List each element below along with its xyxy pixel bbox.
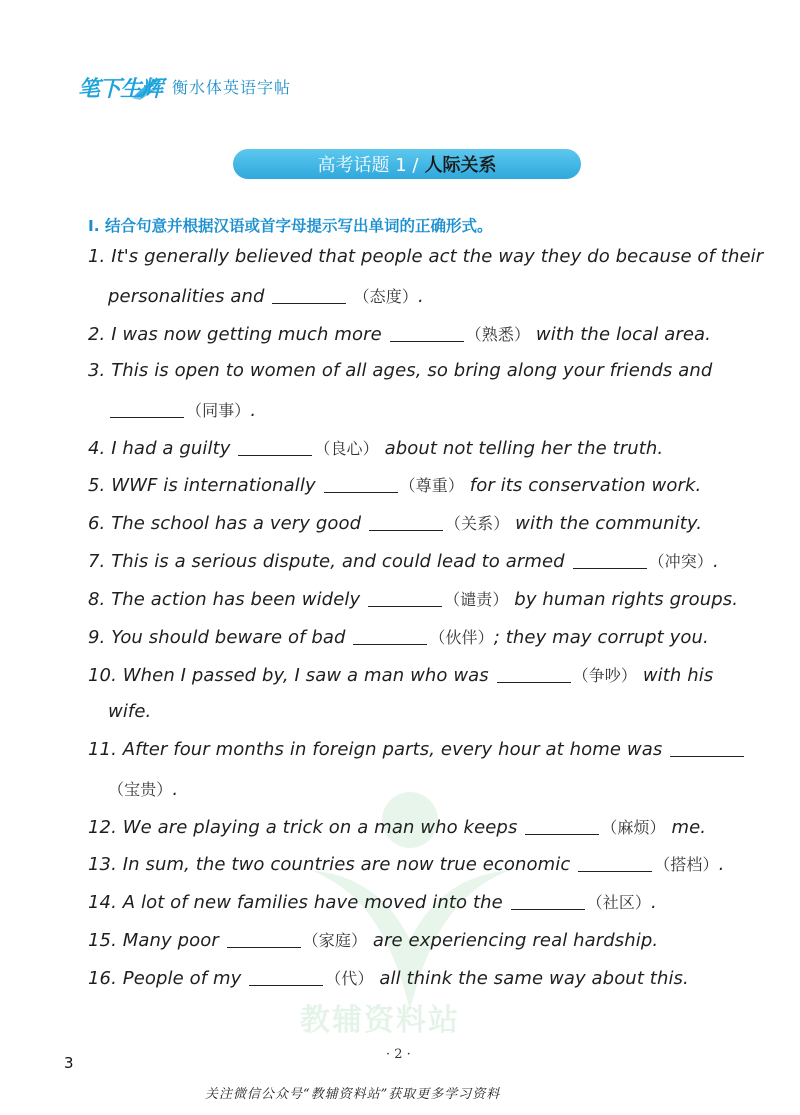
sentence-text: 8. The action has been widely: [88, 589, 367, 611]
exercise-line: [88, 246, 763, 267]
sentence-text: 14. A lot of new families have moved into the: [88, 892, 509, 914]
header-subtitle: 衡水体英语字帖: [172, 77, 292, 97]
sentence-text: by human rights groups.: [508, 589, 739, 611]
sentence-text: 3. This is open to women of all ages, so bring along your friends and: [88, 359, 713, 381]
page-number: · 2 ·: [386, 1047, 411, 1062]
chinese-hint: （家庭）: [302, 931, 368, 951]
answer-blank[interactable]: [525, 818, 599, 835]
answer-blank[interactable]: [390, 325, 464, 342]
answer-blank[interactable]: [324, 476, 398, 493]
sentence-text: 10. When I passed by, I saw a man who was: [88, 664, 495, 686]
exercise-line: [88, 436, 663, 459]
banner-topic: 高考话题 1 /: [317, 155, 419, 176]
answer-blank[interactable]: [249, 969, 323, 986]
answer-blank[interactable]: [368, 590, 442, 607]
answer-blank[interactable]: [670, 740, 744, 757]
sentence-text: with his: [637, 664, 714, 686]
sentence-text: about not telling her the truth.: [378, 437, 664, 459]
sentence-text: 2. I was now getting much more: [88, 323, 388, 345]
sentence-text: personalities and: [108, 285, 271, 307]
sentence-text: 4. I had a guilty: [88, 437, 237, 459]
chinese-hint: （社区）: [586, 893, 652, 913]
sentence-text: 7. This is a serious dispute, and could lead to armed: [88, 551, 571, 573]
chinese-hint: （同事）: [186, 400, 251, 420]
chinese-hint: （伙伴）: [429, 628, 494, 647]
exercise-line: [88, 322, 711, 345]
watermark-text: 教辅资料站: [300, 1003, 460, 1038]
answer-blank[interactable]: [497, 666, 571, 683]
footer-note: 关注微信公众号“教辅资料站”获取更多学习资料: [205, 1087, 501, 1102]
sentence-text: .: [651, 892, 657, 914]
logo-text: 笔下生辉: [78, 76, 163, 102]
header: [74, 66, 291, 106]
exercise-line: [88, 360, 712, 381]
sentence-text: 16. People of my: [88, 968, 248, 990]
sentence-text: 1. It's generally believed that people act the way they do because of their: [88, 246, 764, 267]
brand-logo: [74, 66, 164, 106]
exercise-line: [88, 549, 719, 572]
exercise-line: [88, 473, 701, 496]
sentence-text: .: [250, 399, 257, 421]
exercise-line: [88, 587, 738, 610]
chinese-hint: （搭档）: [654, 855, 719, 875]
answer-blank[interactable]: [272, 287, 346, 304]
sentence-text: .: [172, 778, 179, 800]
sentence-text: are experiencing real hardship.: [367, 930, 659, 952]
exercise-line: [88, 815, 706, 838]
answer-blank[interactable]: [227, 931, 301, 948]
exercise-line: [88, 852, 724, 875]
chinese-hint: （谴责）: [444, 590, 509, 610]
chinese-hint: （关系）: [444, 514, 510, 534]
chinese-hint: （态度）: [348, 286, 418, 306]
exercise-line: [88, 511, 702, 534]
answer-blank[interactable]: [353, 628, 427, 645]
chinese-hint: （争吵）: [572, 665, 637, 685]
chinese-hint: （尊重）: [399, 476, 464, 496]
sentence-text: .: [417, 285, 424, 307]
topic-banner: [233, 149, 581, 179]
exercise-line: [88, 890, 657, 913]
sentence-text: all think the same way about this.: [373, 968, 689, 990]
answer-blank[interactable]: [573, 552, 647, 569]
chinese-hint: （宝贵）: [108, 779, 173, 799]
section-instruction: I. 结合句意并根据汉语或首字母提示写出单词的正确形式。: [88, 217, 493, 235]
exercise-line: [88, 928, 658, 951]
sentence-text: 12. We are playing a trick on a man who keeps: [88, 816, 524, 838]
sentence-text: for its conservation work.: [463, 475, 702, 497]
exercise-line: [88, 966, 689, 989]
answer-blank[interactable]: [578, 855, 652, 872]
chinese-hint: （良心）: [314, 438, 379, 458]
exercise-line: [88, 625, 709, 648]
banner-title: 人际关系: [424, 155, 497, 176]
exercise-line: [108, 777, 178, 800]
sentence-text: 13. In sum, the two countries are now true economic: [88, 854, 577, 876]
sentence-text: 6. The school has a very good: [88, 513, 367, 535]
exercise-line: [108, 284, 424, 307]
answer-blank[interactable]: [238, 439, 312, 456]
sentence-text: 11. After four months in foreign parts, every hour at home was: [88, 738, 669, 760]
sentence-text: with the community.: [509, 513, 703, 535]
exercise-line: [108, 701, 151, 722]
answer-blank[interactable]: [369, 514, 443, 531]
sentence-text: me.: [665, 816, 707, 838]
sentence-text: .: [712, 551, 719, 573]
sentence-text: .: [718, 854, 725, 876]
sentence-text: 9. You should beware of bad: [88, 627, 352, 648]
answer-blank[interactable]: [511, 893, 585, 910]
sentence-text: ; they may corrupt you.: [493, 627, 709, 648]
chinese-hint: （冲突）: [648, 552, 713, 572]
chinese-hint: （熟悉）: [465, 324, 531, 344]
sentence-text: 15. Many poor: [88, 930, 225, 952]
chinese-hint: （麻烦）: [601, 817, 666, 837]
exercise-line: [88, 739, 746, 760]
sentence-text: 5. WWF is internationally: [88, 475, 322, 497]
sentence-text: with the local area.: [530, 323, 711, 345]
exercise-line: [108, 398, 256, 421]
answer-blank[interactable]: [110, 401, 184, 418]
exercise-line: [88, 663, 713, 686]
chinese-hint: （代）: [325, 969, 374, 989]
sentence-text: wife.: [108, 700, 152, 722]
corner-number: 3: [64, 1054, 74, 1072]
